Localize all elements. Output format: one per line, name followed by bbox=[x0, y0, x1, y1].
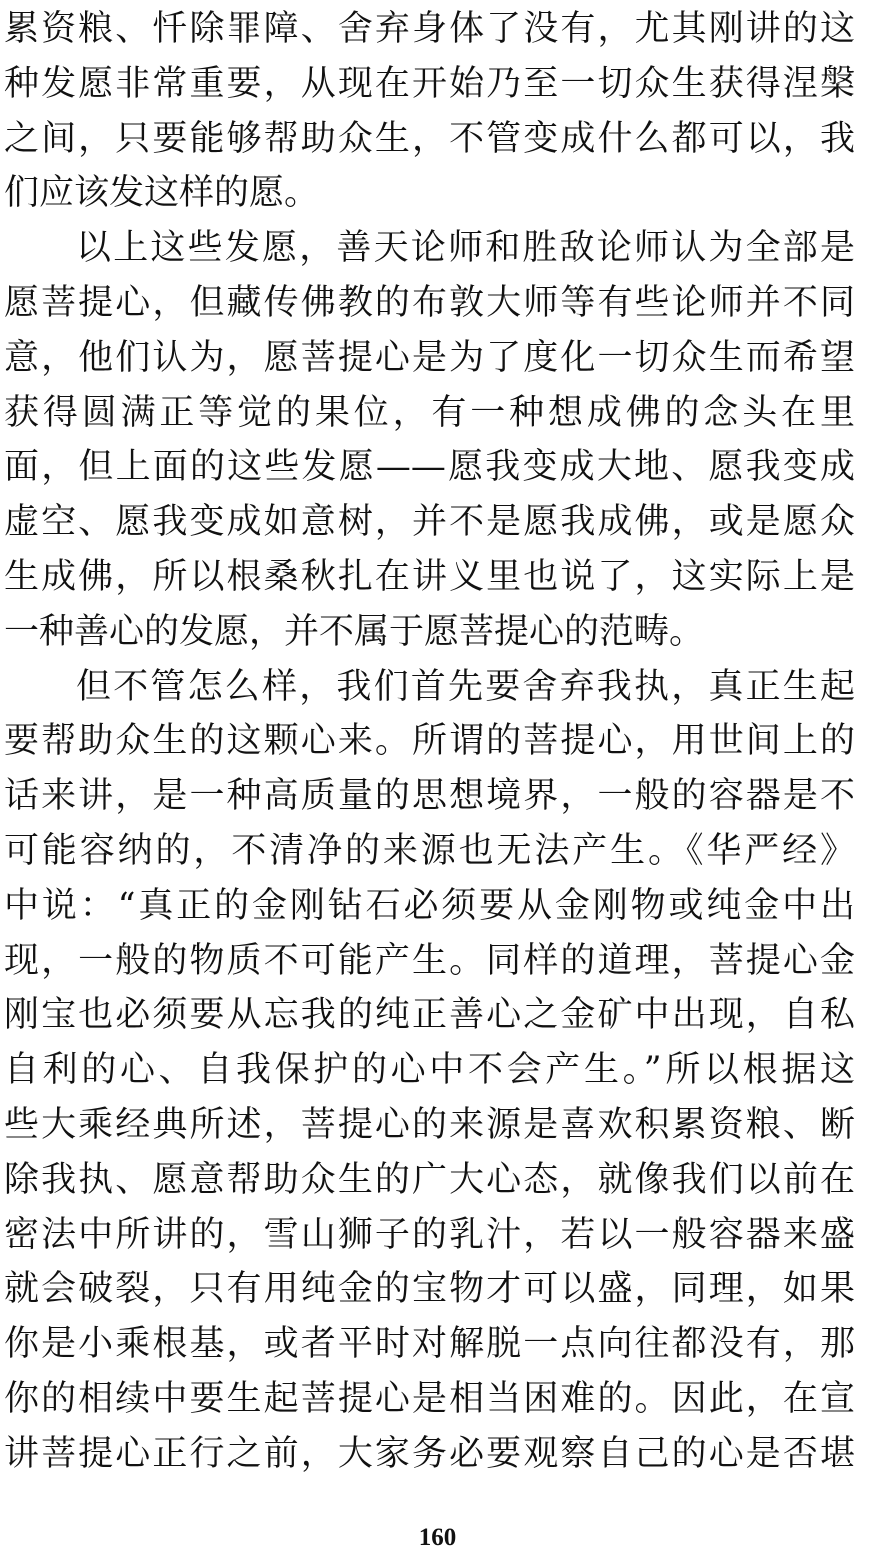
text-line: 一种善心的发愿，并不属于愿菩提心的范畴。 bbox=[4, 611, 705, 652]
text-line: 种发愿非常重要，从现在开始乃至一切众生获得涅槃 bbox=[4, 63, 855, 104]
text-line: 刚宝也必须要从忘我的纯正善心之金矿中出现，自私 bbox=[4, 995, 855, 1036]
text-line: 除我执、愿意帮助众生的广大心态，就像我们以前在 bbox=[4, 1159, 855, 1200]
text-line: 累资粮、忏除罪障、舍弃身体了没有，尤其刚讲的这 bbox=[4, 9, 855, 49]
text-line: 生成佛，所以根桑秋扎在讲义里也说了，这实际上是 bbox=[4, 556, 855, 597]
text-line: 面，但上面的这些发愿——愿我变成大地、愿我变成 bbox=[4, 447, 855, 488]
text-body bbox=[0, 2, 875, 1482]
text-line: 之间，只要能够帮助众生，不管变成什么都可以，我 bbox=[4, 118, 855, 159]
text-line: 但不管怎么样，我们首先要舍弃我执，真正生起 bbox=[76, 666, 855, 707]
text-line: 你的相续中要生起菩提心是相当困难的。因此，在宣 bbox=[4, 1378, 855, 1419]
text-line: 获得圆满正等觉的果位，有一种想成佛的念头在里 bbox=[4, 392, 855, 433]
text-line: 中说：“真正的金刚钻石必须要从金刚物或纯金中出 bbox=[4, 885, 855, 926]
text-line: 些大乘经典所述，菩提心的来源是喜欢积累资粮、断 bbox=[4, 1104, 855, 1145]
text-line: 现，一般的物质不可能产生。同样的道理，菩提心金 bbox=[4, 940, 855, 981]
text-line: 自利的心、自我保护的心中不会产生。”所以根据这 bbox=[4, 1050, 855, 1091]
text-line: 要帮助众生的这颗心来。所谓的菩提心，用世间上的 bbox=[4, 721, 855, 762]
text-line: 们应该发这样的愿。 bbox=[4, 173, 320, 214]
text-line: 就会破裂，只有用纯金的宝物才可以盛，同理，如果 bbox=[4, 1269, 855, 1310]
text-line: 密法中所讲的，雪山狮子的乳汁，若以一般容器来盛 bbox=[4, 1214, 855, 1255]
text-line: 以上这些发愿，善天论师和胜敌论师认为全部是 bbox=[76, 228, 855, 269]
text-line: 愿菩提心，但藏传佛教的布敦大师等有些论师并不同 bbox=[4, 282, 855, 323]
text-line: 可能容纳的，不清净的来源也无法产生。《华严经》 bbox=[4, 830, 855, 871]
text-line: 意，他们认为，愿菩提心是为了度化一切众生而希望 bbox=[4, 337, 855, 378]
text-line: 你是小乘根基，或者平时对解脱一点向往都没有，那 bbox=[4, 1324, 855, 1365]
page-number: 160 bbox=[418, 1524, 457, 1551]
text-line: 讲菩提心正行之前，大家务必要观察自己的心是否堪 bbox=[4, 1433, 855, 1474]
text-line: 话来讲，是一种高质量的思想境界，一般的容器是不 bbox=[4, 776, 855, 817]
text-line: 虚空、愿我变成如意树，并不是愿我成佛，或是愿众 bbox=[4, 502, 855, 543]
